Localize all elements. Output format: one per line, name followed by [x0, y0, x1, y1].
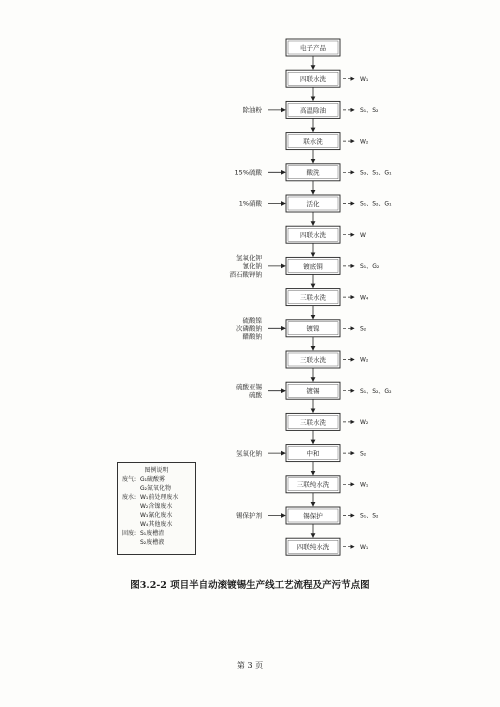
step-label: 四联水洗 — [300, 75, 326, 84]
step-label: 酸洗 — [306, 168, 320, 177]
process-step — [286, 133, 369, 163]
raw-material-label — [236, 382, 263, 399]
pollutant-output-label: W₂ — [360, 138, 369, 146]
legend-entry: W₁前处理废水 — [140, 494, 179, 501]
step-label: 联水洗 — [303, 137, 323, 146]
step-label: 三联水洗 — [300, 418, 326, 427]
legend-category: 废气: — [122, 476, 137, 483]
pollutant-output-label: S₃、S₁、G₁ — [360, 169, 392, 177]
step-label: 中和 — [306, 449, 320, 458]
step-label: 锡保护 — [303, 511, 323, 520]
raw-material-label — [235, 168, 263, 177]
pollutant-output-label: W₂ — [360, 356, 369, 364]
process-step — [239, 195, 392, 225]
raw-material-line: 1%硝酸 — [238, 199, 262, 208]
raw-material-line: 硫酸 — [249, 391, 262, 399]
step-label: 活化 — [306, 199, 320, 208]
pollutant-output-label: S₂ — [360, 450, 367, 458]
legend-row — [122, 493, 191, 502]
legend-category — [122, 502, 140, 511]
legend-category — [122, 538, 140, 547]
raw-material-line: 除油粉 — [242, 106, 262, 115]
process-step — [286, 70, 369, 100]
raw-material-line: 醋酸钠 — [242, 332, 262, 341]
process-step — [243, 101, 380, 131]
raw-material-label — [236, 315, 263, 340]
raw-material-line: 次磷酸钠 — [236, 324, 262, 333]
legend-row — [122, 520, 191, 529]
raw-material-line: 15%硫酸 — [234, 168, 262, 177]
pollutant-output-label: W — [360, 231, 366, 239]
pollutant-output-label: W₁ — [360, 481, 369, 489]
process-step — [286, 351, 369, 381]
pollutant-output-label: W₁ — [360, 75, 369, 83]
step-label: 镀镍 — [306, 324, 320, 333]
legend-category: 废水: — [122, 494, 137, 501]
pollutant-output-label: S₁、S₂、G₁ — [360, 200, 392, 208]
legend-row — [122, 502, 191, 511]
raw-material-line: 氰化钠 — [242, 262, 262, 271]
legend-entry: G₂氮氧化物 — [140, 485, 172, 492]
process-step — [236, 507, 379, 537]
raw-material-line: 氢氧化钾 — [236, 253, 262, 262]
pollutant-output-label: S₁、S₂ — [360, 107, 379, 115]
raw-material-line: 硫酸镍 — [242, 316, 262, 325]
raw-material-label — [236, 448, 263, 457]
process-step — [286, 413, 369, 443]
step-label: 镀底铜 — [303, 262, 323, 271]
pollutant-output-label: S₁、S₂ — [360, 512, 379, 520]
pollutant-output-label: S₁、G₂ — [360, 263, 380, 271]
process-step — [286, 538, 369, 555]
step-label: 镀锡 — [306, 387, 320, 396]
legend-row — [122, 529, 191, 538]
pollutant-output-label: W₂ — [360, 419, 369, 427]
raw-material-line: 酒石酸钾钠 — [229, 270, 262, 279]
raw-material-line: 氢氧化钠 — [236, 449, 262, 458]
legend-category — [122, 511, 140, 520]
process-step — [235, 164, 393, 194]
process-step — [286, 476, 369, 506]
legend-row — [122, 511, 191, 520]
legend-row — [122, 484, 191, 493]
step-label: 高温除油 — [300, 106, 326, 115]
process-step — [236, 315, 367, 350]
pollutant-output-label: W₁ — [360, 543, 369, 551]
step-label: 四联纯水洗 — [296, 543, 330, 552]
legend-title: 图例说明 — [144, 467, 169, 474]
page-number: 第 3 页 — [236, 661, 264, 670]
legend-category — [122, 520, 140, 529]
legend-row — [122, 538, 191, 547]
pollutant-output-label: S₂ — [360, 325, 367, 333]
figure-caption: 图3.2-2 项目半自动滚镀锡生产线工艺流程及产污节点图 — [130, 580, 370, 591]
legend-entry: S₁废槽渣 — [140, 530, 165, 537]
raw-material-line: 硫酸亚锡 — [236, 382, 262, 391]
legend-category — [122, 484, 140, 493]
process-step — [286, 39, 340, 69]
legend-entry: W₄其他废水 — [140, 521, 173, 528]
raw-material-label — [243, 105, 263, 114]
step-label: 四联水洗 — [300, 231, 326, 240]
step-label: 三联纯水洗 — [296, 480, 330, 489]
step-label: 电子产品 — [300, 43, 326, 52]
legend-entry: W₃氰化废水 — [140, 512, 173, 519]
raw-material-label — [230, 253, 263, 278]
legend-category: 固废: — [122, 530, 137, 537]
raw-material-label — [236, 511, 263, 520]
process-step — [236, 445, 367, 475]
raw-material-line: 锡保护剂 — [236, 511, 262, 520]
process-step — [230, 253, 380, 288]
legend-entry: W₂含镍废水 — [140, 503, 173, 510]
legend-box — [117, 462, 196, 555]
pollutant-output-label: W₄ — [360, 294, 369, 302]
process-step — [286, 289, 369, 319]
legend-entry: S₂废槽液 — [140, 539, 165, 546]
step-label: 三联水洗 — [300, 293, 326, 302]
step-label: 三联水洗 — [300, 355, 326, 364]
legend-row — [122, 475, 191, 484]
process-step — [286, 226, 366, 256]
process-step — [236, 382, 392, 413]
raw-material-label — [239, 199, 263, 208]
pollutant-output-label: S₁、S₂、G₂ — [360, 387, 392, 395]
legend-entry: G₁硫酸雾 — [140, 476, 166, 483]
